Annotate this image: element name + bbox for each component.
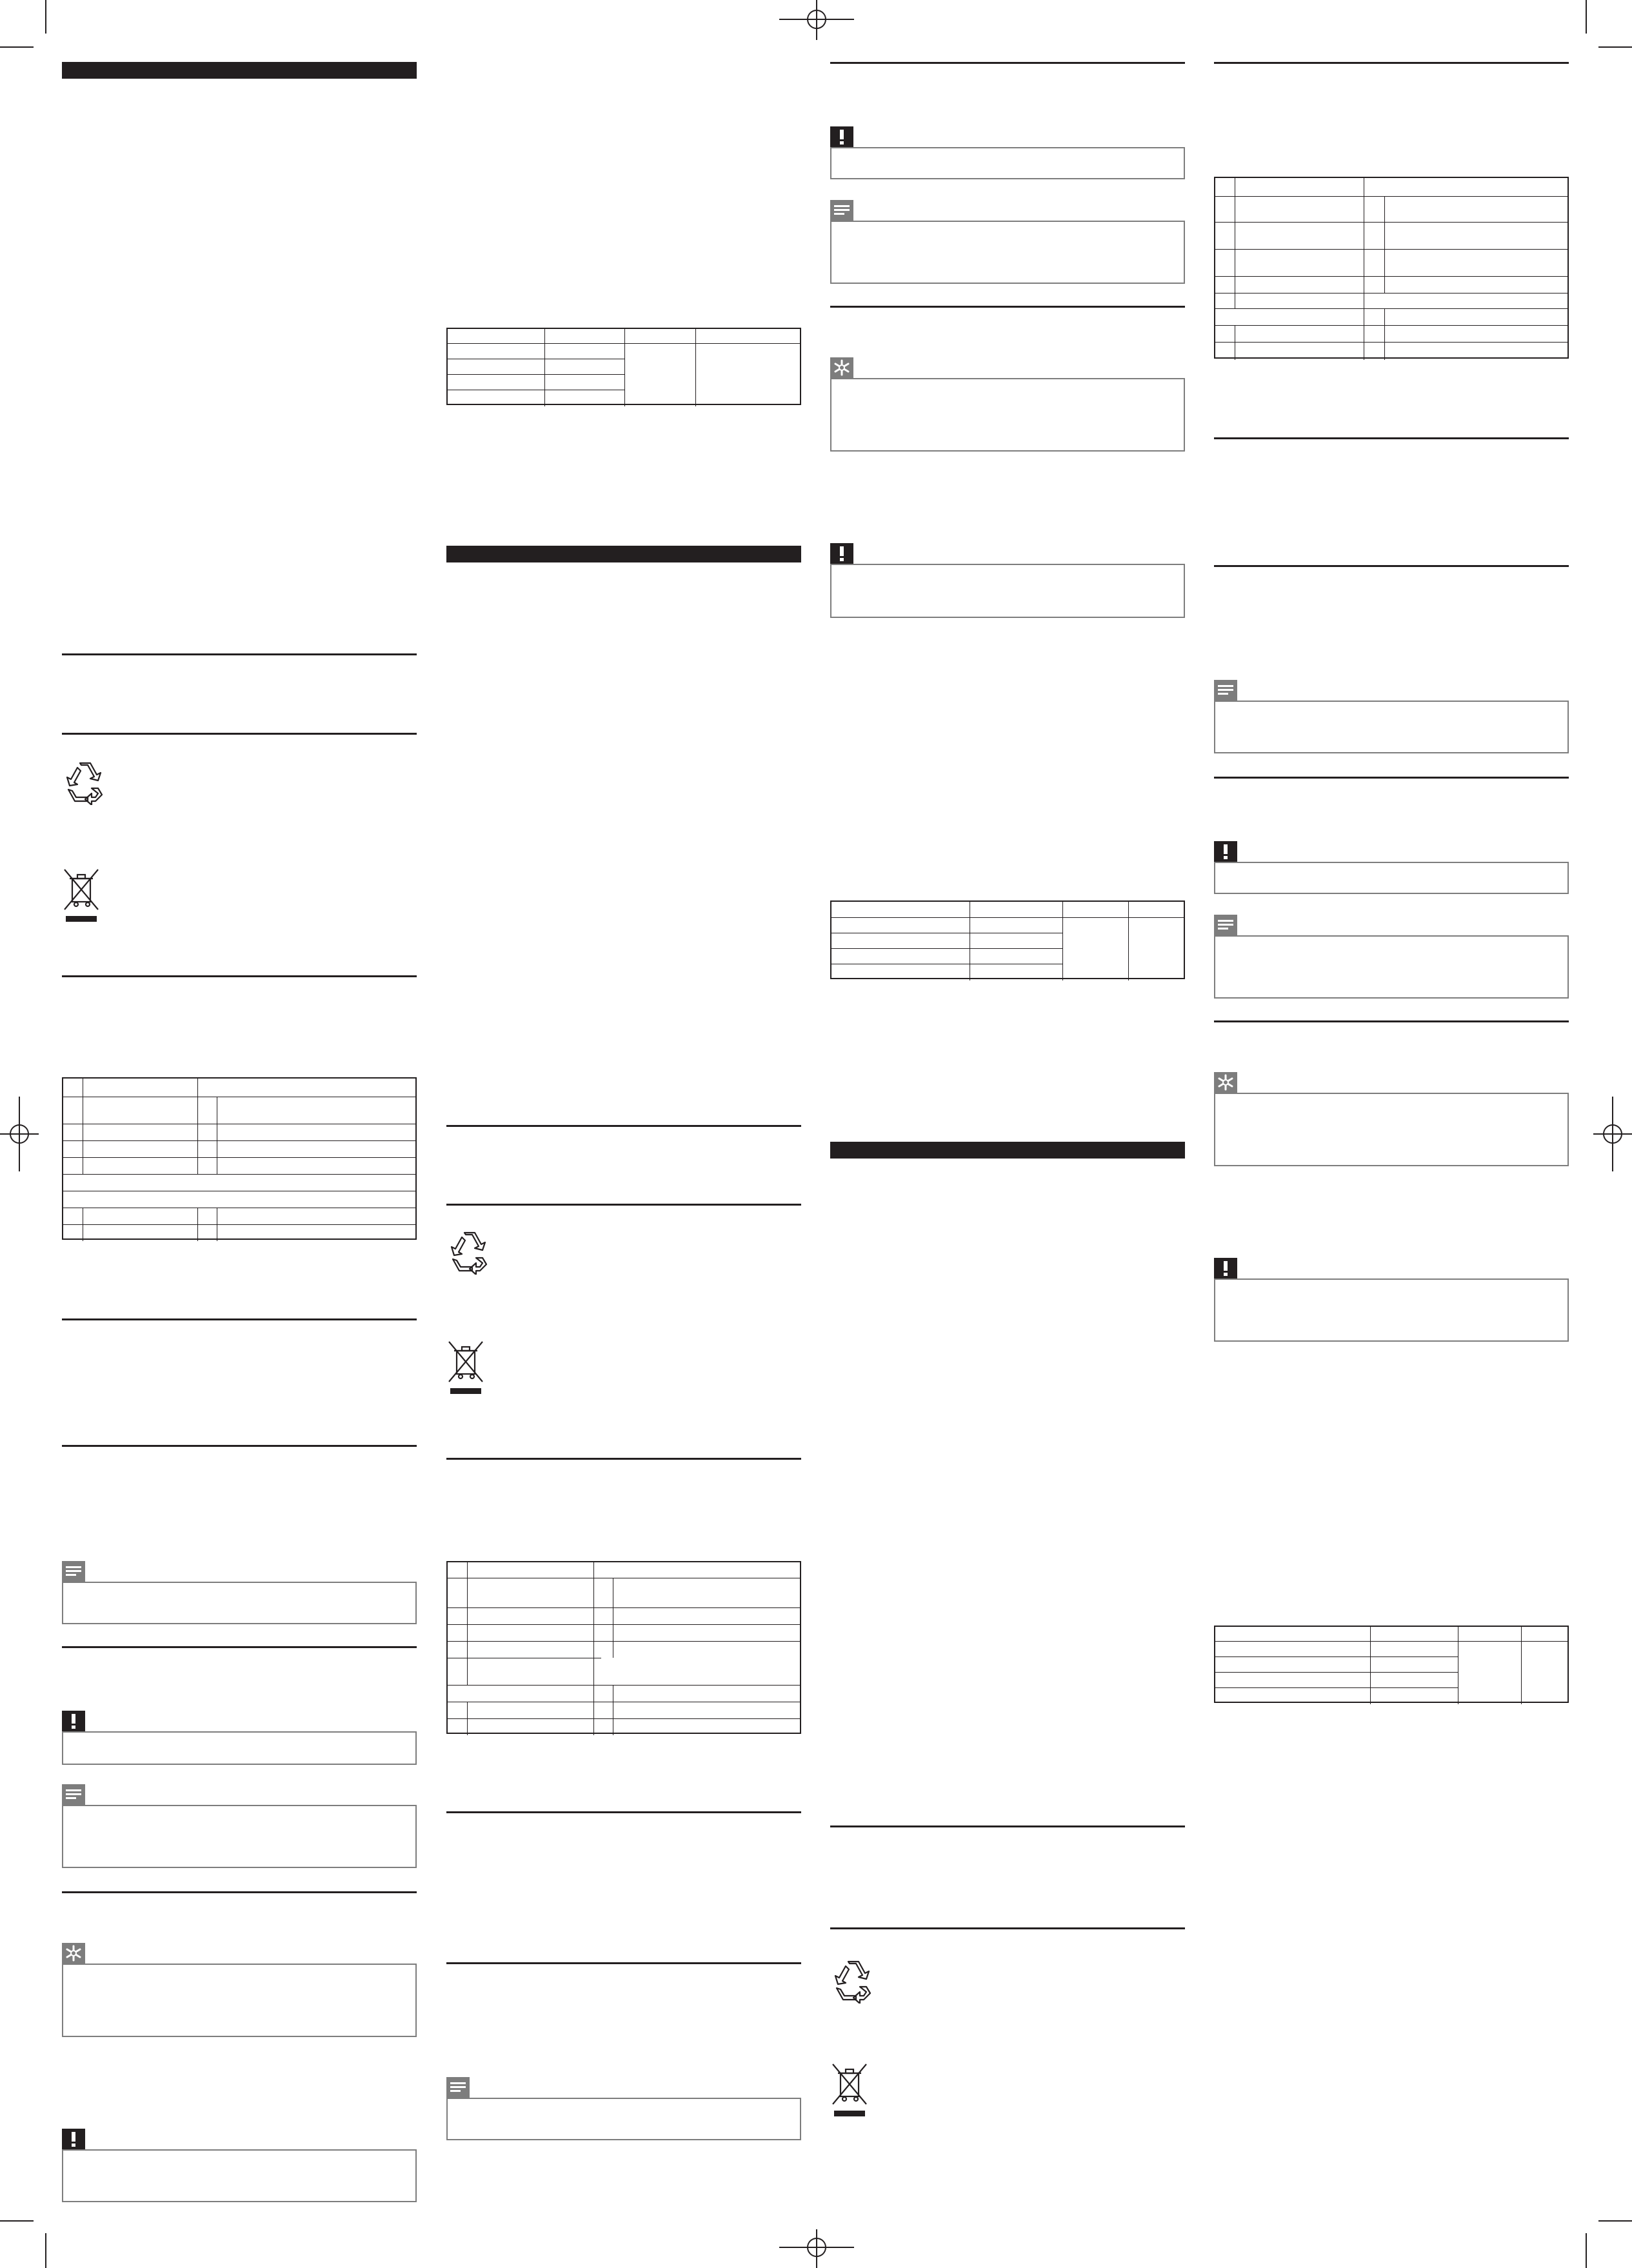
- tip-label: [62, 1943, 85, 1964]
- section-rule: [830, 306, 1185, 308]
- section-rule: [62, 1318, 417, 1320]
- crop-mark: [45, 0, 46, 34]
- section-title-bar: [62, 62, 417, 79]
- section-rule: [446, 1125, 801, 1127]
- section-rule: [1214, 1020, 1569, 1022]
- section-rule: [446, 1204, 801, 1206]
- note-box: [1214, 701, 1569, 753]
- tip-box: [1214, 1093, 1569, 1166]
- crossed-out-bin-icon: [62, 867, 101, 922]
- crop-mark: [1598, 46, 1632, 48]
- data-table: [1214, 1626, 1569, 1703]
- section-rule: [830, 1927, 1185, 1929]
- caution-label: [830, 126, 853, 147]
- caution-box: [1214, 862, 1569, 894]
- registration-crosshair-icon: [779, 0, 854, 40]
- section-rule: [446, 1811, 801, 1813]
- section-rule: [62, 733, 417, 735]
- note-label: [1214, 915, 1237, 935]
- recycle-icon: [446, 1229, 492, 1275]
- registration-crosshair-icon: [779, 2229, 854, 2268]
- registration-crosshair-icon: [0, 1097, 39, 1171]
- crossed-out-bin-icon: [830, 2062, 869, 2117]
- data-table: [446, 1561, 801, 1734]
- caution-label: [62, 2129, 85, 2149]
- note-label: [1214, 680, 1237, 701]
- crop-mark: [0, 46, 34, 48]
- crop-mark: [0, 2220, 34, 2222]
- data-table: [1214, 177, 1569, 359]
- caution-label: [62, 1711, 85, 1731]
- section-rule: [446, 1962, 801, 1964]
- note-label: [446, 2077, 470, 2098]
- tip-box: [830, 378, 1185, 452]
- caution-box: [1214, 1278, 1569, 1342]
- note-box: [1214, 935, 1569, 999]
- registration-crosshair-icon: [1593, 1097, 1632, 1171]
- caution-label: [830, 543, 853, 564]
- crop-mark: [1586, 2233, 1587, 2268]
- caution-box: [830, 147, 1185, 179]
- note-label: [830, 200, 853, 221]
- data-table: [62, 1077, 417, 1240]
- section-title-bar: [446, 546, 801, 562]
- section-rule: [62, 1646, 417, 1648]
- section-rule: [1214, 777, 1569, 779]
- note-box: [62, 1582, 417, 1624]
- section-rule: [830, 62, 1185, 64]
- caution-box: [62, 1731, 417, 1765]
- section-rule: [830, 1825, 1185, 1827]
- note-label: [62, 1784, 85, 1805]
- caution-label: [1214, 841, 1237, 862]
- section-rule: [1214, 565, 1569, 567]
- note-box: [830, 221, 1185, 284]
- note-box: [446, 2098, 801, 2140]
- section-rule: [62, 975, 417, 977]
- crop-mark: [45, 2233, 46, 2268]
- tip-label: [830, 357, 853, 378]
- section-rule: [62, 1891, 417, 1893]
- data-table: [830, 900, 1185, 979]
- section-rule: [1214, 62, 1569, 64]
- caution-box: [830, 564, 1185, 618]
- recycle-icon: [830, 1958, 875, 2004]
- section-rule: [62, 653, 417, 655]
- tip-label: [1214, 1072, 1237, 1093]
- note-box: [62, 1805, 417, 1868]
- recycle-icon: [62, 760, 107, 805]
- note-label: [62, 1561, 85, 1582]
- data-table: [446, 328, 801, 405]
- caution-label: [1214, 1258, 1237, 1278]
- crop-mark: [1586, 0, 1587, 34]
- crop-mark: [1598, 2220, 1632, 2222]
- section-rule: [446, 1458, 801, 1460]
- tip-box: [62, 1964, 417, 2037]
- section-rule: [62, 1445, 417, 1447]
- section-rule: [1214, 437, 1569, 439]
- crossed-out-bin-icon: [446, 1339, 485, 1395]
- caution-box: [62, 2149, 417, 2202]
- section-title-bar: [830, 1142, 1185, 1159]
